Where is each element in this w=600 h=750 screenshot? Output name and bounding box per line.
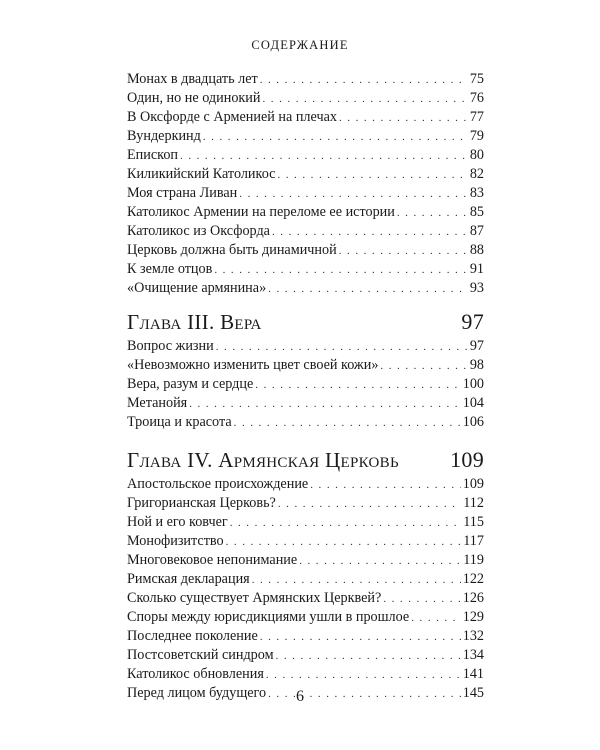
chapter-heading-4[interactable] — [127, 447, 484, 473]
toc-entry-title: Ной и его ковчег — [127, 514, 228, 530]
toc-entry-page: 122 — [462, 571, 484, 587]
toc-entry-title: Монофизитство — [127, 533, 224, 549]
toc-entry-page: 126 — [462, 590, 484, 606]
table-of-contents — [127, 70, 484, 703]
toc-entry-page: 80 — [469, 147, 484, 163]
dot-leader — [299, 552, 461, 571]
toc-entry[interactable] — [127, 551, 484, 570]
toc-entry[interactable] — [127, 203, 484, 222]
toc-entry-title: В Оксфорде с Арменией на плечах — [127, 109, 337, 125]
toc-section-chapter-4 — [127, 475, 484, 703]
toc-entry-title: Моя страна Ливан — [127, 185, 238, 201]
toc-entry-page: 132 — [462, 628, 484, 644]
toc-entry-title: Монах в двадцать лет — [127, 71, 258, 87]
toc-entry[interactable] — [127, 513, 484, 532]
toc-entry[interactable] — [127, 589, 484, 608]
toc-entry[interactable] — [127, 570, 484, 589]
dot-leader — [214, 261, 468, 280]
toc-entry-page: 106 — [462, 414, 484, 430]
dot-leader — [255, 376, 460, 395]
toc-entry-page: 88 — [469, 242, 484, 258]
dot-leader — [239, 185, 468, 204]
dot-leader — [278, 495, 461, 514]
toc-entry[interactable] — [127, 146, 484, 165]
toc-entry-page: 93 — [469, 280, 484, 296]
toc-entry-title: Католикос Армении на переломе ее истории — [127, 204, 395, 220]
toc-entry[interactable] — [127, 70, 484, 89]
toc-entry[interactable] — [127, 222, 484, 241]
dot-leader — [203, 128, 468, 147]
chapter-title: Глава III. Вера — [127, 310, 262, 334]
toc-entry-title: Сколько существует Армянских Церквей? — [127, 590, 382, 606]
toc-entry-title: Апостольское происхождение — [127, 476, 309, 492]
toc-entry-title: Вера, разум и сердце — [127, 376, 254, 392]
toc-entry-title: Постсоветский синдром — [127, 647, 274, 663]
chapter-page: 97 — [461, 309, 484, 334]
toc-entry-page: 129 — [462, 609, 484, 625]
toc-entry-page: 145 — [462, 685, 484, 701]
page-number: 6 — [296, 688, 304, 705]
toc-entry-title: Киликийский Католикос — [127, 166, 276, 182]
toc-entry[interactable] — [127, 260, 484, 279]
toc-entry[interactable] — [127, 184, 484, 203]
toc-entry-title: К земле отцов — [127, 261, 213, 277]
toc-entry-title: Католикос обновления — [127, 666, 264, 682]
running-head: СОДЕРЖАНИЕ — [251, 38, 349, 52]
toc-entry-title: Вундеркинд — [127, 128, 201, 144]
dot-leader — [189, 395, 461, 414]
toc-entry-page: 109 — [462, 476, 484, 492]
toc-entry-title: Метанойя — [127, 395, 188, 411]
toc-entry-page: 97 — [469, 338, 484, 354]
toc-entry-page: 79 — [469, 128, 484, 144]
toc-section-chapter-3 — [127, 337, 484, 432]
toc-entry-page: 77 — [469, 109, 484, 125]
toc-entry-title: Католикос из Оксфорда — [127, 223, 270, 239]
toc-entry-page: 87 — [469, 223, 484, 239]
dot-leader — [226, 533, 462, 552]
toc-entry-title: Церковь должна быть динамичной — [127, 242, 337, 258]
dot-leader — [263, 90, 468, 109]
dot-leader — [260, 628, 461, 647]
dot-leader — [383, 590, 460, 609]
toc-entry-title: «Очищение армянина» — [127, 280, 267, 296]
dot-leader — [339, 109, 468, 128]
toc-entry[interactable] — [127, 646, 484, 665]
toc-entry-title: Один, но не одинокий — [127, 90, 261, 106]
dot-leader — [234, 414, 461, 433]
dot-leader — [411, 609, 461, 628]
toc-entry-page: 91 — [469, 261, 484, 277]
toc-entry-title: Вопрос жизни — [127, 338, 214, 354]
chapter-page: 109 — [450, 447, 484, 472]
dot-leader — [272, 223, 468, 242]
toc-entry-title: «Невозможно изменить цвет своей кожи» — [127, 357, 379, 373]
toc-entry-title: Римская декларация — [127, 571, 250, 587]
dot-leader — [268, 280, 468, 299]
toc-entry-page: 141 — [462, 666, 484, 682]
toc-entry-title: Григорианская Церковь? — [127, 495, 276, 511]
dot-leader — [339, 242, 468, 261]
toc-entry-page: 75 — [469, 71, 484, 87]
toc-entry-page: 115 — [463, 514, 484, 530]
toc-entry-page: 83 — [469, 185, 484, 201]
toc-entry-page: 119 — [463, 552, 484, 568]
toc-entry-title: Последнее поколение — [127, 628, 258, 644]
dot-leader — [380, 357, 467, 376]
toc-entry[interactable] — [127, 394, 484, 413]
dot-leader — [397, 204, 468, 223]
toc-entry-page: 76 — [469, 90, 484, 106]
dot-leader — [310, 476, 461, 495]
toc-entry-page: 134 — [462, 647, 484, 663]
toc-entry[interactable] — [127, 494, 484, 513]
toc-entry[interactable] — [127, 475, 484, 494]
dot-leader — [260, 71, 468, 90]
toc-entry-title: Споры между юрисдикциями ушли в прошлое — [127, 609, 410, 625]
chapter-heading-3[interactable] — [127, 309, 484, 335]
toc-entry-title: Епископ — [127, 147, 179, 163]
toc-section-continued — [127, 70, 484, 298]
toc-entry[interactable] — [127, 241, 484, 260]
toc-entry-page: 98 — [469, 357, 484, 373]
toc-entry[interactable] — [127, 337, 484, 356]
toc-entry[interactable] — [127, 665, 484, 684]
dot-leader — [230, 514, 462, 533]
toc-entry-page: 104 — [462, 395, 484, 411]
chapter-title: Глава IV. Армянская Церковь — [127, 448, 399, 472]
toc-entry-page: 85 — [469, 204, 484, 220]
toc-entry-title: Многовековое непонимание — [127, 552, 298, 568]
toc-entry-title: Троица и красота — [127, 414, 232, 430]
toc-entry[interactable] — [127, 165, 484, 184]
dot-leader — [252, 571, 461, 590]
toc-entry[interactable] — [127, 532, 484, 551]
toc-entry[interactable] — [127, 375, 484, 394]
dot-leader — [180, 147, 468, 166]
toc-entry[interactable] — [127, 89, 484, 108]
toc-entry[interactable] — [127, 127, 484, 146]
toc-entry-page: 100 — [462, 376, 484, 392]
dot-leader — [277, 166, 467, 185]
toc-entry[interactable] — [127, 279, 484, 298]
toc-entry-page: 117 — [463, 533, 484, 549]
dot-leader — [266, 666, 461, 685]
toc-entry-title: Перед лицом будущего — [127, 685, 267, 701]
toc-entry-page: 82 — [469, 166, 484, 182]
toc-entry[interactable] — [127, 413, 484, 432]
dot-leader — [216, 338, 468, 357]
toc-entry-page: 112 — [463, 495, 484, 511]
toc-entry[interactable] — [127, 627, 484, 646]
toc-entry[interactable] — [127, 108, 484, 127]
toc-entry[interactable] — [127, 608, 484, 627]
dot-leader — [276, 647, 461, 666]
toc-entry[interactable] — [127, 356, 484, 375]
